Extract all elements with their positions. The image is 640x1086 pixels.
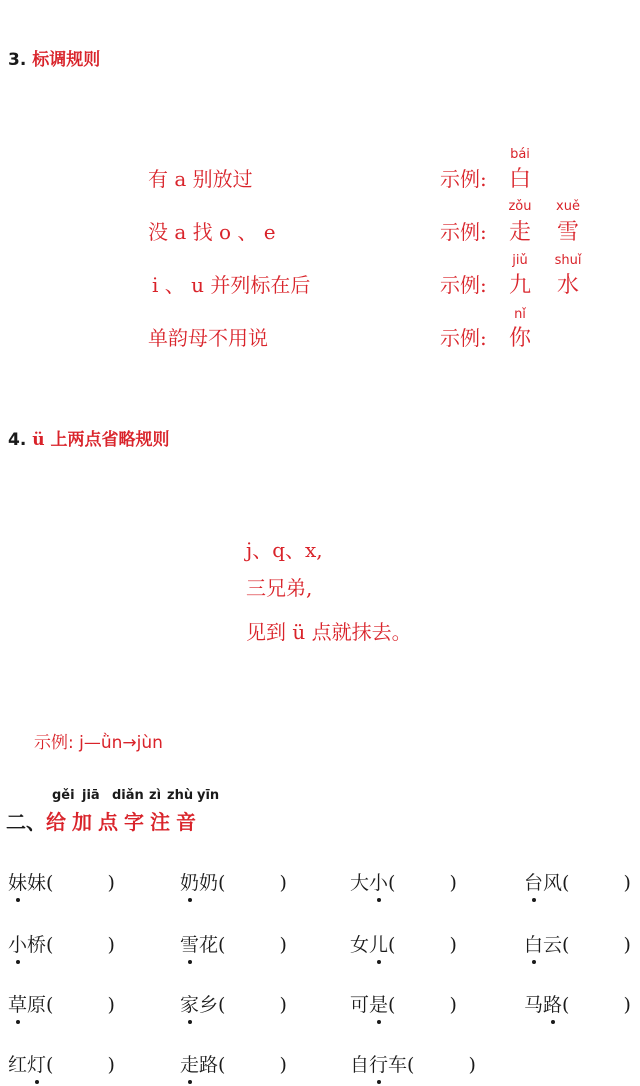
dotted-char: 是 — [369, 990, 388, 1017]
rule-text: 单韵母不用说 — [148, 326, 268, 350]
example-pinyin: shuǐ — [554, 253, 582, 268]
section4-number: 4. — [8, 430, 27, 450]
dotted-char: 小 — [8, 930, 27, 957]
close-paren: ) — [279, 872, 287, 894]
example-label: 示例: — [440, 167, 487, 191]
word-char: 风 — [543, 872, 563, 894]
title-pinyin: zhù — [167, 788, 194, 803]
word-char: 云 — [543, 934, 563, 956]
title-pinyin: zì — [149, 788, 162, 803]
open-paren: ( — [46, 872, 54, 894]
word — [180, 994, 218, 1016]
word — [524, 994, 562, 1016]
poem-line: j、q、x, — [246, 538, 323, 562]
close-paren: ) — [623, 872, 631, 894]
word-item — [350, 930, 457, 957]
emphasis-dot — [188, 898, 192, 902]
emphasis-dot — [532, 960, 536, 964]
example-char: 走 — [508, 220, 531, 245]
emphasis-dot — [377, 960, 381, 964]
example-label: 示例: — [440, 273, 487, 297]
open-paren: ( — [46, 934, 54, 956]
word-item — [524, 868, 631, 895]
word-char: 车 — [388, 1054, 408, 1076]
example-pinyin: bái — [510, 147, 530, 162]
section3-heading — [8, 45, 100, 70]
word-char: 自 — [350, 1054, 370, 1076]
dotted-char: 儿 — [369, 930, 388, 957]
rule-text: 有 a 别放过 — [148, 167, 253, 191]
word-item — [8, 1050, 115, 1077]
word-char: 女 — [350, 934, 370, 956]
example-char: 白 — [508, 167, 531, 192]
word-char: 桥 — [27, 934, 47, 956]
close-paren: ) — [449, 934, 457, 956]
word — [350, 994, 388, 1016]
word-item — [524, 990, 631, 1017]
dotted-char: 台 — [524, 868, 543, 895]
title-pinyin: jiā — [82, 788, 100, 803]
open-paren: ( — [388, 994, 396, 1016]
example-char: 你 — [508, 326, 531, 351]
close-paren: ) — [107, 934, 115, 956]
word — [180, 1054, 218, 1076]
open-paren: ( — [388, 872, 396, 894]
open-paren: ( — [218, 1054, 226, 1076]
emphasis-dot — [188, 1020, 192, 1024]
section3-title: 标调规则 — [32, 50, 101, 70]
title-char: 点 — [98, 810, 124, 834]
example-label: 示例: — [440, 326, 487, 350]
word — [8, 872, 46, 894]
example-char: 水 — [556, 273, 579, 298]
close-paren: ) — [468, 1054, 476, 1076]
emphasis-dot — [377, 1020, 381, 1024]
word-item — [180, 1050, 287, 1077]
dotted-char: 灯 — [27, 1050, 46, 1077]
emphasis-dot — [188, 960, 192, 964]
close-paren: ) — [107, 1054, 115, 1076]
open-paren: ( — [46, 1054, 54, 1076]
emphasis-dot — [16, 1020, 20, 1024]
word-char: 路 — [199, 1054, 219, 1076]
word — [8, 994, 46, 1016]
close-paren: ) — [449, 994, 457, 1016]
emphasis-dot — [551, 1020, 555, 1024]
close-paren: ) — [449, 872, 457, 894]
word-item — [180, 990, 287, 1017]
emphasis-dot — [377, 898, 381, 902]
word — [180, 934, 218, 956]
title-pinyin: diǎn — [112, 788, 144, 803]
title-char: 给 — [46, 810, 72, 834]
umlaut-example: 示例: j—ǜn→jùn — [34, 733, 163, 753]
dotted-char: 走 — [180, 1050, 199, 1077]
close-paren: ) — [107, 994, 115, 1016]
example-pinyin: xuě — [556, 199, 580, 214]
section3-number: 3. — [8, 50, 27, 70]
dotted-char: 行 — [369, 1050, 388, 1077]
dotted-char: 家 — [180, 990, 199, 1017]
open-paren: ( — [218, 934, 226, 956]
open-paren: ( — [388, 934, 396, 956]
poem-line: 三兄弟, — [246, 576, 313, 600]
word-item — [8, 930, 115, 957]
title-pinyin: yīn — [197, 788, 220, 803]
word-char: 马 — [524, 994, 544, 1016]
example-pinyin: jiǔ — [512, 253, 528, 268]
emphasis-dot — [16, 960, 20, 964]
open-paren: ( — [562, 994, 570, 1016]
emphasis-dot — [35, 1080, 39, 1084]
dotted-char: 雪 — [180, 930, 199, 957]
open-paren: ( — [407, 1054, 415, 1076]
dotted-char: 妹 — [8, 868, 27, 895]
title-char: 注 — [150, 810, 176, 834]
example-char: 雪 — [556, 220, 579, 245]
word-char: 乡 — [199, 994, 219, 1016]
word-item — [180, 930, 287, 957]
example-pinyin: nǐ — [514, 307, 526, 322]
example-label: 示例: — [440, 220, 487, 244]
title-char: 字 — [124, 810, 150, 834]
emphasis-dot — [532, 898, 536, 902]
word-item — [8, 868, 115, 895]
dotted-char: 小 — [369, 868, 388, 895]
emphasis-dot — [188, 1080, 192, 1084]
part2-prefix: 二、 — [6, 810, 46, 834]
rule-text: 没 a 找 o 、 e — [148, 220, 276, 244]
word-item — [350, 868, 457, 895]
word-char: 红 — [8, 1054, 28, 1076]
word — [350, 872, 388, 894]
emphasis-dot — [377, 1080, 381, 1084]
section4-title: ü 上两点省略规则 — [32, 430, 170, 450]
word — [524, 872, 562, 894]
open-paren: ( — [562, 872, 570, 894]
part2-title — [6, 806, 202, 835]
word-char: 花 — [199, 934, 219, 956]
close-paren: ) — [279, 934, 287, 956]
word — [350, 934, 388, 956]
dotted-char: 白 — [524, 930, 543, 957]
word — [350, 1054, 407, 1076]
poem-line: 见到 ü 点就抹去。 — [246, 620, 412, 644]
rule-text: i 、 u 并列标在后 — [152, 273, 311, 297]
word — [524, 934, 562, 956]
close-paren: ) — [279, 994, 287, 1016]
word — [8, 934, 46, 956]
open-paren: ( — [218, 872, 226, 894]
close-paren: ) — [279, 1054, 287, 1076]
dotted-char: 草 — [8, 990, 27, 1017]
word-char: 原 — [27, 994, 47, 1016]
word-char: 奶 — [199, 872, 219, 894]
open-paren: ( — [562, 934, 570, 956]
example-char: 九 — [508, 273, 531, 298]
word-item — [524, 930, 631, 957]
close-paren: ) — [623, 934, 631, 956]
open-paren: ( — [218, 994, 226, 1016]
dotted-char: 路 — [543, 990, 562, 1017]
emphasis-dot — [16, 898, 20, 902]
close-paren: ) — [107, 872, 115, 894]
open-paren: ( — [46, 994, 54, 1016]
dotted-char: 奶 — [180, 868, 199, 895]
word-item — [8, 990, 115, 1017]
word-char: 大 — [350, 872, 370, 894]
title-pinyin: gěi — [52, 788, 75, 803]
word-item — [180, 868, 287, 895]
title-char: 音 — [176, 810, 202, 834]
example-pinyin: zǒu — [508, 199, 532, 214]
word — [8, 1054, 46, 1076]
word-char: 可 — [350, 994, 370, 1016]
section4-heading — [8, 425, 170, 450]
word-item — [350, 1050, 476, 1077]
title-char: 加 — [72, 810, 98, 834]
word — [180, 872, 218, 894]
close-paren: ) — [623, 994, 631, 1016]
word-char: 妹 — [27, 872, 47, 894]
word-item — [350, 990, 457, 1017]
